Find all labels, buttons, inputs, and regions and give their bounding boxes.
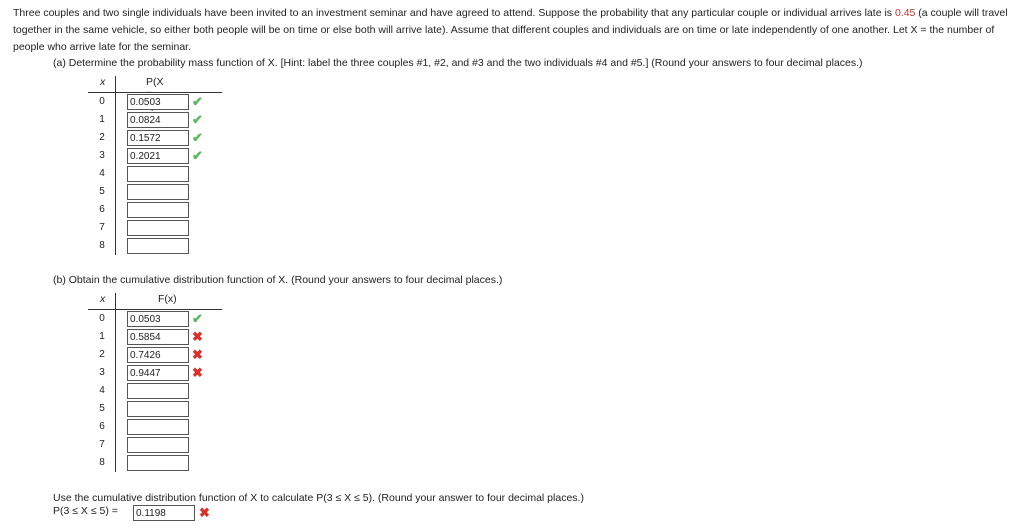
cdf-x-value: 4 [99,385,105,396]
pmf-x-value: 6 [99,204,105,215]
part-a-label: (a) Determine the probability mass function of X. [Hint: label the three couples #1, #2, and #3 and the two individuals #4 and #5.] (Round your answers to four decimal places.) [53,57,863,69]
pmf-col-p: P(X [146,76,164,88]
pmf-x-value: 1 [99,114,105,125]
pmf-x-value: 5 [99,186,105,197]
cdf-col-x: x [100,293,106,305]
pmf-answer-input[interactable] [127,94,189,110]
cross-icon: ✖ [192,329,203,344]
cross-icon: ✖ [192,347,203,362]
cdf-answer-input[interactable] [127,419,189,435]
pmf-x-value: 7 [99,222,105,233]
pmf-answer-input[interactable] [127,148,189,164]
final-question: Use the cumulative distribution function of X to calculate P(3 ≤ X ≤ 5). (Round your answer to four decimal places.) [53,492,584,504]
pmf-x-value: 4 [99,168,105,179]
cdf-x-value: 0 [99,313,105,324]
cdf-answer-input[interactable] [127,455,189,471]
cdf-answer-input[interactable] [127,329,189,345]
pmf-header-line [88,92,222,93]
problem-text-a: Three couples and two single individuals have been invited to an investment seminar and have agreed to attend. Suppose the probability that any particular couple or individual arrives late is [13,7,895,19]
check-icon: ✔ [192,112,203,127]
cdf-x-value: 3 [99,367,105,378]
pmf-answer-input[interactable] [127,112,189,128]
pmf-x-value: 0 [99,96,105,107]
problem-text-b: (a couple will travel together in the same vehicle, so either both people will be on time or else both will arrive late). Assume that different couples and individuals are on time or late independently of one another. Let X = the number of people who arrive late for the seminar. [13,7,1008,53]
pmf-x-value: 2 [99,132,105,143]
cdf-x-value: 5 [99,403,105,414]
check-icon: ✔ [192,311,203,326]
pmf-answer-input[interactable] [127,130,189,146]
cdf-x-value: 8 [99,457,105,468]
cross-icon: ✖ [192,365,203,380]
pmf-answer-input[interactable] [127,238,189,254]
pmf-divider [115,76,116,255]
problem-statement [13,5,1008,56]
late-probability: 0.45 [894,7,916,19]
pmf-answer-input[interactable] [127,220,189,236]
cdf-x-value: 2 [99,349,105,360]
pmf-x-value: 3 [99,150,105,161]
pmf-answer-input[interactable] [127,166,189,182]
cdf-divider [115,293,116,472]
pmf-answer-input[interactable] [127,202,189,218]
cdf-x-value: 6 [99,421,105,432]
cdf-answer-input[interactable] [127,383,189,399]
cdf-x-value: 7 [99,439,105,450]
pmf-x-value: 8 [99,240,105,251]
cross-icon: ✖ [199,505,210,520]
check-icon: ✔ [192,148,203,163]
cdf-x-value: 1 [99,331,105,342]
cdf-answer-input[interactable] [127,311,189,327]
cdf-col-f: F(x) [158,293,177,305]
final-answer-row [53,505,210,520]
check-icon: ✔ [192,94,203,109]
part-b-label: (b) Obtain the cumulative distribution function of X. (Round your answers to four decimal places.) [53,274,503,286]
cdf-answer-input[interactable] [127,365,189,381]
cdf-answer-input[interactable] [127,347,189,363]
pmf-answer-input[interactable] [127,184,189,200]
cdf-answer-input[interactable] [127,437,189,453]
cdf-header-line [88,309,222,310]
cdf-answer-input[interactable] [127,401,189,417]
final-answer-input[interactable] [133,505,195,521]
check-icon: ✔ [192,130,203,145]
final-expression: P(3 ≤ X ≤ 5) = [53,505,118,517]
pmf-col-x: x [100,76,106,88]
